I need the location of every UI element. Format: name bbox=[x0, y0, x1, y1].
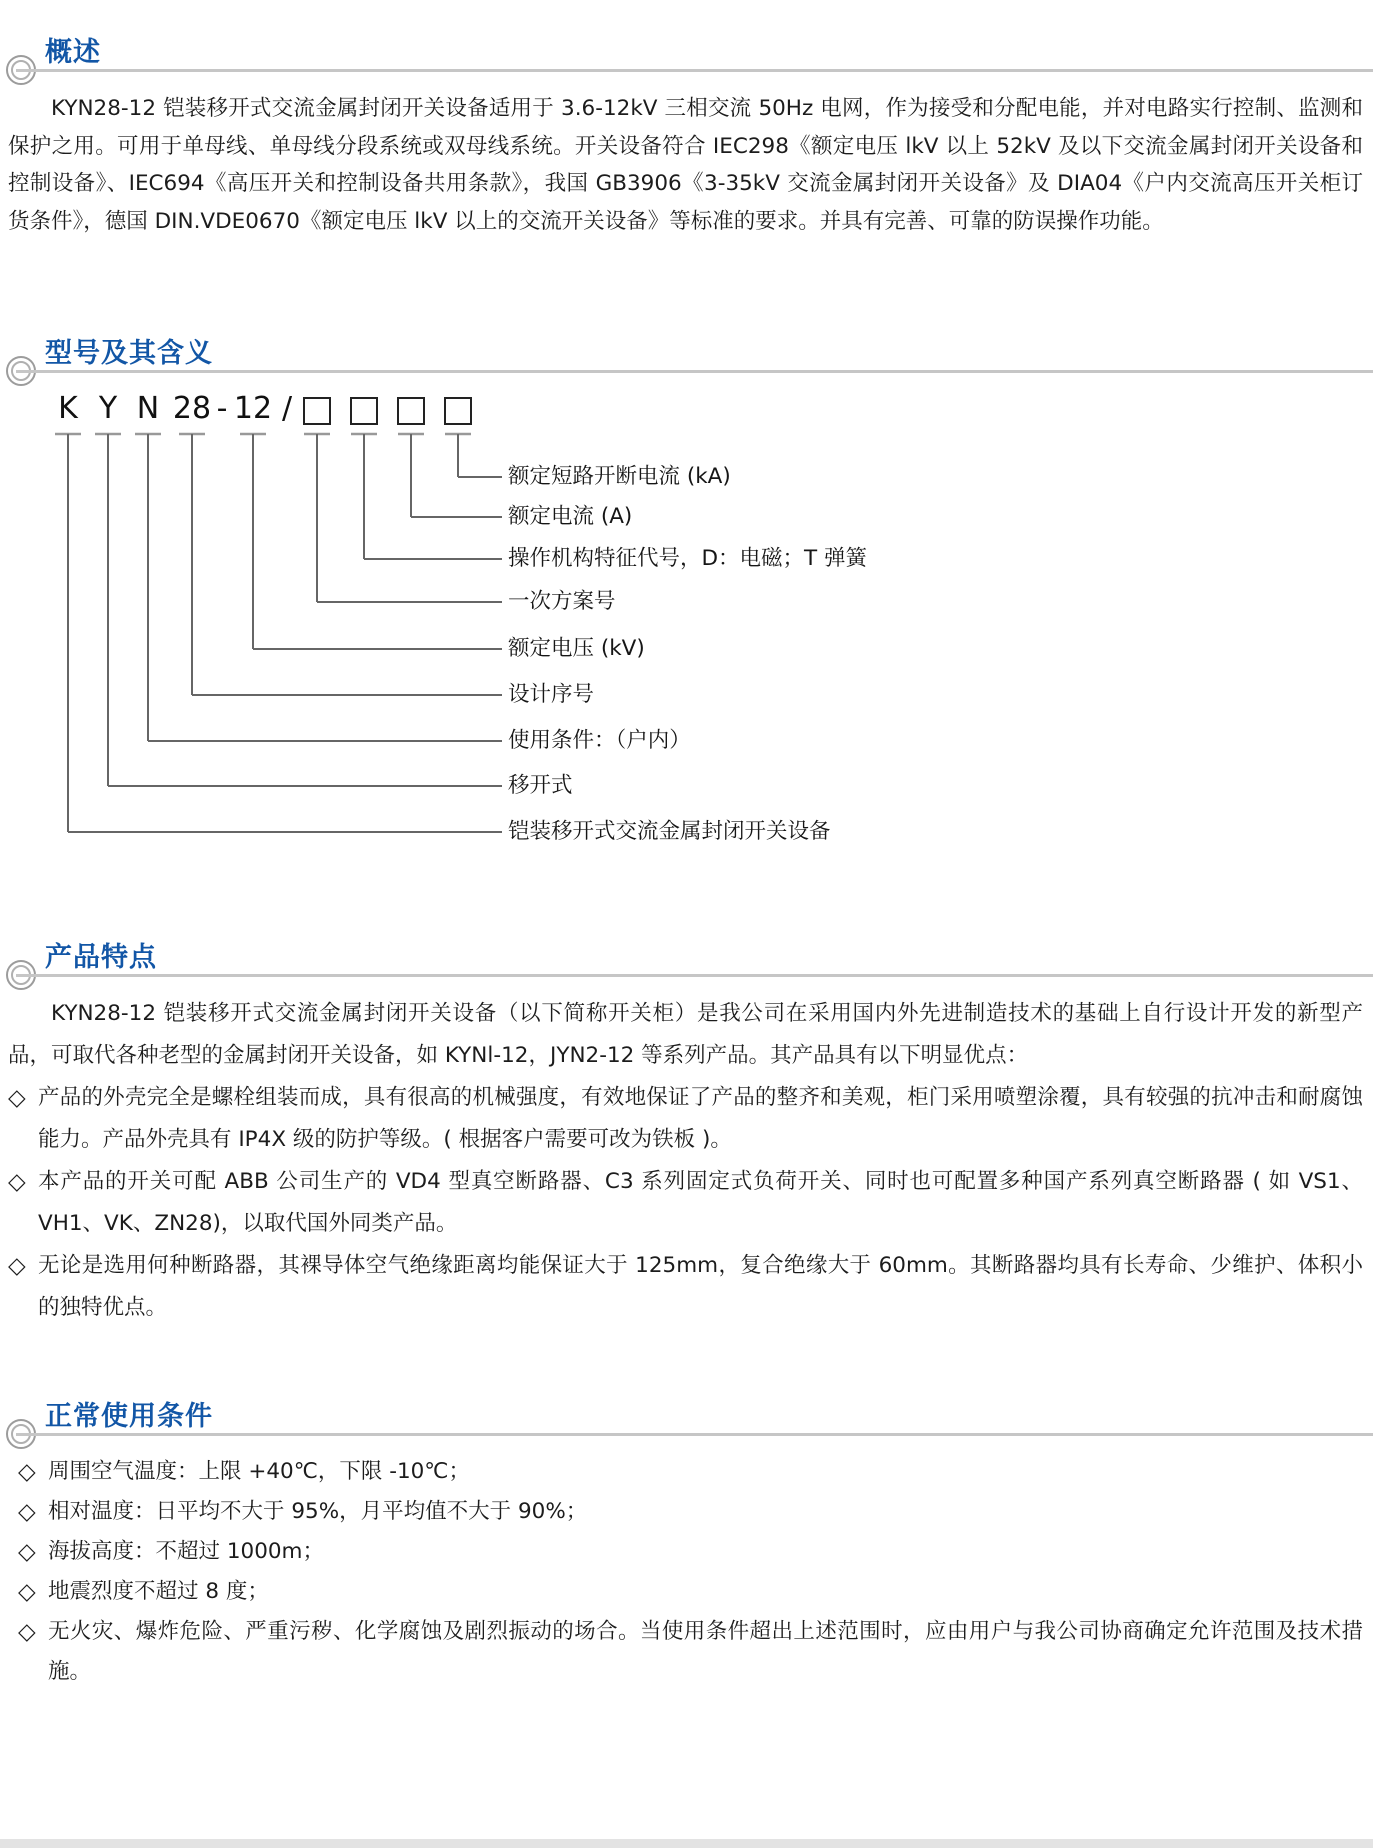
diamond-bullet-icon: ◇ bbox=[18, 1619, 36, 1645]
condition-text: 相对温度：日平均不大于 95%，月平均值不大于 90%； bbox=[48, 1499, 588, 1524]
condition-text: 地震烈度不超过 8 度； bbox=[48, 1579, 269, 1604]
model-label: 设计序号 bbox=[508, 682, 595, 707]
model-code-char: 28 bbox=[172, 391, 212, 426]
section-divider bbox=[16, 974, 1373, 977]
model-code-char: K bbox=[58, 391, 78, 426]
model-code-char: - bbox=[216, 391, 228, 426]
page-bottom-edge bbox=[0, 1839, 1373, 1848]
overview-paragraph: KYN28-12 铠装移开式交流金属封闭开关设备适用于 3.6-12kV 三相交流 50Hz 电网，作为接受和分配电能，并对电路实行控制、监测和保护之用。可用于单母线、单母线分段系统或双母线系统。开关设备符合 IEC298《额定电压 lkV 以上 52kV 及以下交流金属封闭开关设备和控制设备》、IEC694《高压开关和控制设备共用条款》，我国 GB3906《3-35kV 交流金属封闭开关设备》及 DIA04《户内交流高压开关柜订货条件》，德国 DIN.VDE0670《额定电压 lkV 以上的交流开关设备》等标准的要求。并具有完善、可靠的防误操作功能。 bbox=[8, 96, 1363, 234]
condition-item bbox=[12, 1452, 1363, 1492]
model-label: 额定电流 (A) bbox=[508, 504, 633, 529]
feature-text: 无论是选用何种断路器，其裸导体空气绝缘距离均能保证大于 125mm，复合绝缘大于 60mm。其断路器均具有长寿命、少维护、体积小的独特优点。 bbox=[38, 1253, 1363, 1320]
section-divider bbox=[16, 69, 1373, 72]
section-title-features: 产品特点 bbox=[45, 942, 157, 973]
section-title-overview: 概述 bbox=[45, 37, 101, 68]
feature-item bbox=[2, 1077, 1363, 1161]
condition-text: 无火灾、爆炸危险、严重污秽、化学腐蚀及剧烈振动的场合。当使用条件超出上述范围时，应由用户与我公司协商确定允许范围及技术措施。 bbox=[48, 1619, 1363, 1684]
model-code-char: Y bbox=[98, 391, 118, 426]
feature-text: 本产品的开关可配 ABB 公司生产的 VD4 型真空断路器、C3 系列固定式负荷开关、同时也可配置多种国产系列真空断路器 ( 如 VS1、VH1、VK、ZN28)，以取代国外同类产品。 bbox=[38, 1169, 1363, 1236]
feature-item bbox=[2, 1245, 1363, 1329]
conditions-block bbox=[12, 1452, 1363, 1692]
model-code-char: N bbox=[136, 391, 160, 426]
model-label: 使用条件：（户内） bbox=[508, 728, 691, 753]
diamond-bullet-icon: ◇ bbox=[8, 1085, 26, 1111]
feature-text: 产品的外壳完全是螺栓组装而成，具有很高的机械强度，有效地保证了产品的整齐和美观，柜门采用喷塑涂覆，具有较强的抗冲击和耐腐蚀能力。产品外壳具有 IP4X 级的防护等级。( 根据客户需要可改为铁板 )。 bbox=[38, 1085, 1363, 1152]
model-designation-diagram bbox=[0, 392, 1373, 867]
model-label: 一次方案号 bbox=[508, 589, 616, 614]
condition-text: 周围空气温度：上限 +40℃，下限 -10℃； bbox=[48, 1459, 470, 1484]
condition-item bbox=[12, 1612, 1363, 1692]
model-label: 移开式 bbox=[508, 773, 573, 798]
model-code-char: / bbox=[281, 391, 293, 426]
features-block bbox=[2, 993, 1363, 1329]
diamond-bullet-icon: ◇ bbox=[18, 1539, 36, 1565]
model-code-char: 12 bbox=[233, 391, 273, 426]
diamond-bullet-icon: ◇ bbox=[8, 1169, 26, 1195]
diamond-bullet-icon: ◇ bbox=[8, 1253, 26, 1279]
condition-item bbox=[12, 1572, 1363, 1612]
section-title-model: 型号及其含义 bbox=[45, 338, 213, 369]
feature-item bbox=[2, 1161, 1363, 1245]
model-label: 额定电压 (kV) bbox=[508, 636, 645, 661]
features-intro: KYN28-12 铠装移开式交流金属封闭开关设备（以下简称开关柜）是我公司在采用国内外先进制造技术的基础上自行设计开发的新型产品，可取代各种老型的金属封闭开关设备，如 KYNl-12，JYN2-12 等系列产品。其产品具有以下明显优点： bbox=[8, 1001, 1363, 1068]
section-divider bbox=[16, 370, 1373, 373]
section-divider bbox=[16, 1433, 1373, 1436]
model-label: 操作机构特征代号，D：电磁；T 弹簧 bbox=[508, 546, 868, 571]
section-title-conditions: 正常使用条件 bbox=[45, 1401, 213, 1432]
model-label: 额定短路开断电流 (kA) bbox=[508, 464, 731, 489]
diamond-bullet-icon: ◇ bbox=[18, 1459, 36, 1485]
condition-item bbox=[12, 1492, 1363, 1532]
diamond-bullet-icon: ◇ bbox=[18, 1579, 36, 1605]
condition-text: 海拔高度：不超过 1000m； bbox=[48, 1539, 324, 1564]
condition-item bbox=[12, 1532, 1363, 1572]
diamond-bullet-icon: ◇ bbox=[18, 1499, 36, 1525]
model-label: 铠装移开式交流金属封闭开关设备 bbox=[508, 819, 831, 844]
